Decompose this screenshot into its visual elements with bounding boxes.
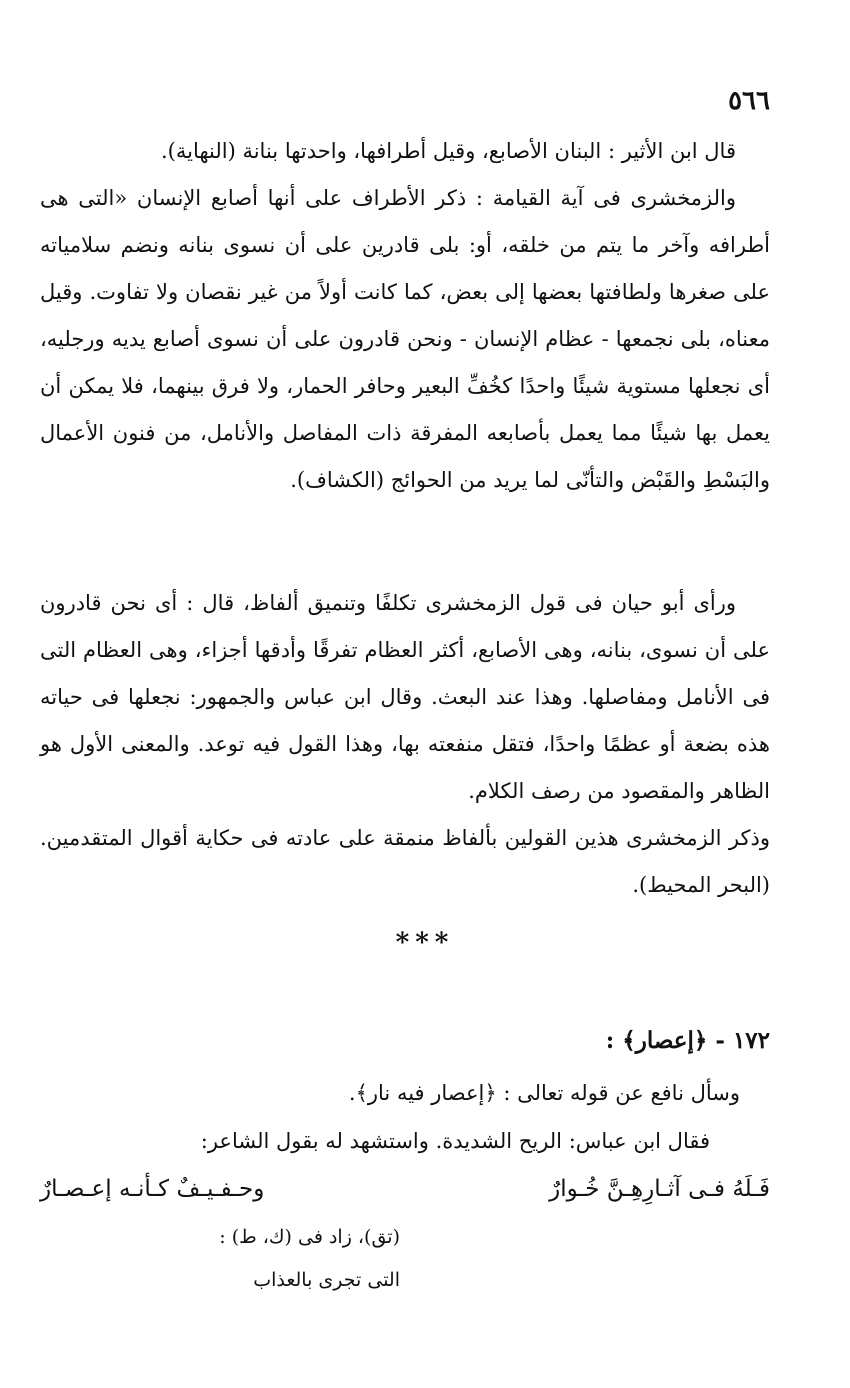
book-page [40,0,770,1388]
verse-second-hemistich: وحـفـيـفٌ كـأنـه إعـصـارٌ [40,1176,265,1202]
paragraph-2-line-1: ورأى أبو حيان فى قول الزمخشرى تكلفًا وتنميق ألفاظ، قال : أى نحن قادرون على أن نسوى، بنانه، وهى الأصابع، أكثر العظام تفرقًا وأدقها أجزاء، وهى العظام التى فى الأنامل ومفاصلها. وهذا عند البعث. وقال ابن عباس والجمهور: نجعلها فى حياته هذه بضعة أو عظمًا واحدًا، فتقل منفعته بها، وهذا القول فيه توعد. والمعنى الأول هو الظاهر والمقصود من رصف الكلام. [40,591,770,803]
section-separator: *** [395,928,455,958]
paragraph-abu-hayyan [40,580,770,909]
page-number: ٥٦٦ [728,86,770,116]
entry-question: وسأل نافع عن قوله تعالى : ﴿إعصار فيه نار﴾. [348,1081,740,1105]
entry-answer: فقال ابن عباس: الريح الشديدة. واستشهد له بقول الشاعر: [200,1129,710,1153]
entry-title: ١٧٢ - ﴿إعصار﴾ : [605,1027,770,1054]
verse-first-hemistich: فَـلَهُ فـى آثـارِهِـنَّ خُـوارٌ [549,1176,770,1202]
paragraph-1-line-2: والزمخشرى فى آية القيامة : ذكر الأطراف على أنها أصابع الإنسان «التى هى أطرافه وآخر ما يتم من خلقه، أو: بلى قادرين على أن نسوى بنانه ونضم سلامياته على صغرها ولطافتها بعضها إلى بعض، كما كانت أولاً من غير نقصان ولا تفاوت. وقيل معناه، بلى نجمعها - عظام الإنسان - ونحن قادرون على أن نسوى أصابع يديه ورجليه، أى نجعلها مستوية شيئًا واحدًا كخُفِّ البعير وحافر الحمار، ولا فرق بينهما، فلا يمكن أن يعمل بها شيئًا مما يعمل بأصابعه المفرقة ذات المفاصل والأنامل، من فنون الأعمال والبَسْطِ والقَبْض والتأنّى لما يريد من الحوائج (الكشاف). [40,186,770,492]
variant-text: التى تجرى بالعذاب [253,1269,400,1291]
poetry-verse [40,1172,770,1206]
paragraph-2-line-2: وذكر الزمخشرى هذين القولين بألفاظ منمقة على عادته فى حكاية أقوال المتقدمين. (البحر المحيط). [40,826,770,897]
variant-note: (تق)، زاد فى (ك، ط) : [219,1226,400,1248]
paragraph-ibn-al-athir [40,128,770,504]
paragraph-1-line-1: قال ابن الأثير : البنان الأصابع، وقيل أطرافها، واحدتها بنانة (النهاية). [160,139,736,163]
